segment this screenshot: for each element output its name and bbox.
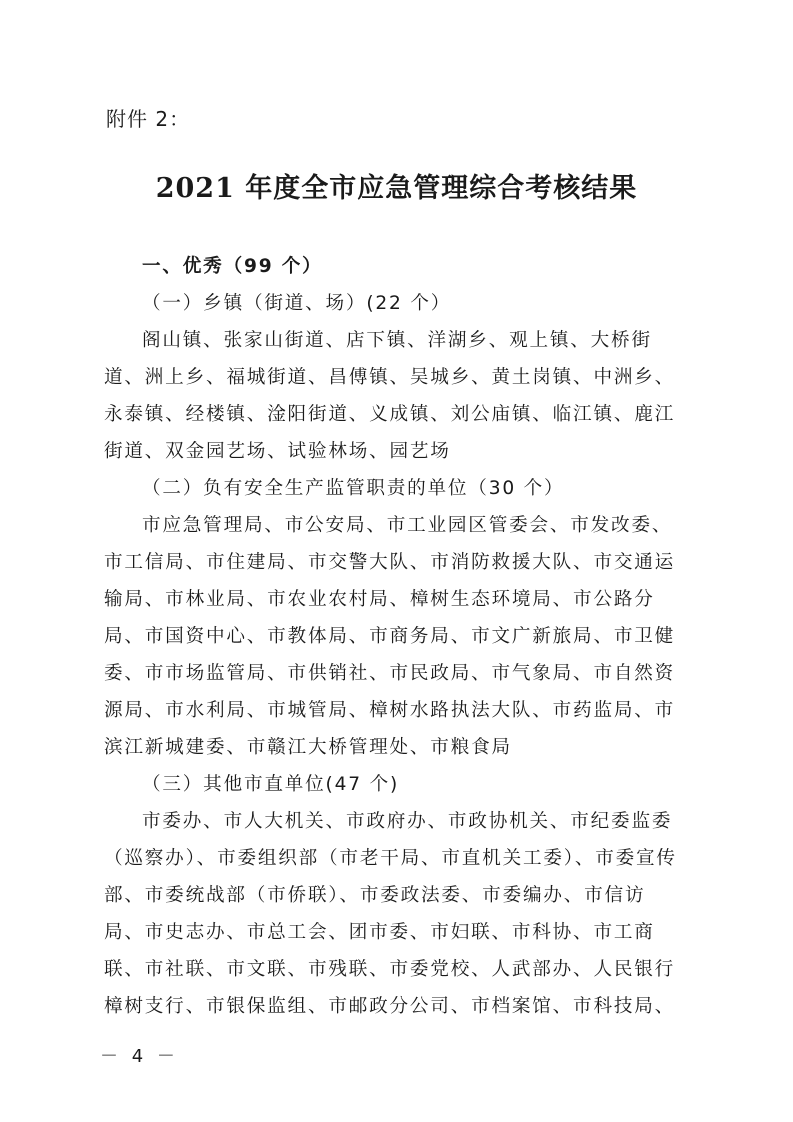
- towns-text-line: 街道、双金园艺场、试验林场、园艺场: [104, 441, 451, 462]
- other-units-text-line: 樟树支行、市银保监组、市邮政分公司、市档案馆、市科技局、: [104, 996, 676, 1017]
- safety-units-text-line: 滨江新城建委、市赣江大桥管理处、市粮食局: [104, 737, 512, 758]
- section-heading-excellent: 一、优秀（99 个）: [142, 256, 323, 277]
- other-units-text-line: 部、市委统战部（市侨联）、市委政法委、市委编办、市信访: [104, 885, 646, 906]
- safety-units-text-line: 委、市市场监管局、市供销社、市民政局、市气象局、市自然资: [104, 663, 676, 684]
- safety-units-text-line: 源局、市水利局、市城管局、樟树水路执法大队、市药监局、市: [104, 700, 676, 721]
- other-units-text-line: 市委办、市人大机关、市政府办、市政协机关、市纪委监委: [142, 811, 673, 832]
- towns-text-line: 阁山镇、张家山街道、店下镇、洋湖乡、观上镇、大桥街: [142, 330, 652, 351]
- safety-units-text-line: 市应急管理局、市公安局、市工业园区管委会、市发改委、: [142, 515, 673, 536]
- document-title: 2021 年度全市应急管理综合考核结果: [155, 173, 638, 204]
- document-body: [104, 248, 704, 1025]
- subsection-heading-other-units: （三）其他市直单位(47 个): [142, 774, 400, 795]
- other-units-text-line: 联、市社联、市文联、市残联、市委党校、人武部办、人民银行: [104, 959, 676, 980]
- subsection-heading-safety-units: （二）负有安全生产监管职责的单位（30 个）: [142, 478, 565, 499]
- attachment-label: 附件 2：: [106, 107, 191, 131]
- towns-text-line: 永泰镇、经楼镇、淦阳街道、义成镇、刘公庙镇、临江镇、鹿江: [104, 404, 676, 425]
- page-number: － 4 －: [100, 1046, 179, 1067]
- safety-units-text-line: 市工信局、市住建局、市交警大队、市消防救援大队、市交通运: [104, 552, 676, 573]
- other-units-text-line: （巡察办）、市委组织部（市老干局、市直机关工委）、市委宣传: [104, 848, 677, 869]
- other-units-text-line: 局、市史志办、市总工会、团市委、市妇联、市科协、市工商: [104, 922, 655, 943]
- towns-text-line: 道、洲上乡、福城街道、昌傅镇、吴城乡、黄土岗镇、中洲乡、: [104, 367, 676, 388]
- subsection-heading-towns: （一）乡镇（街道、场）(22 个）: [142, 293, 452, 314]
- safety-units-text-line: 输局、市林业局、市农业农村局、樟树生态环境局、市公路分: [104, 589, 655, 610]
- safety-units-text-line: 局、市国资中心、市教体局、市商务局、市文广新旅局、市卫健: [104, 626, 676, 647]
